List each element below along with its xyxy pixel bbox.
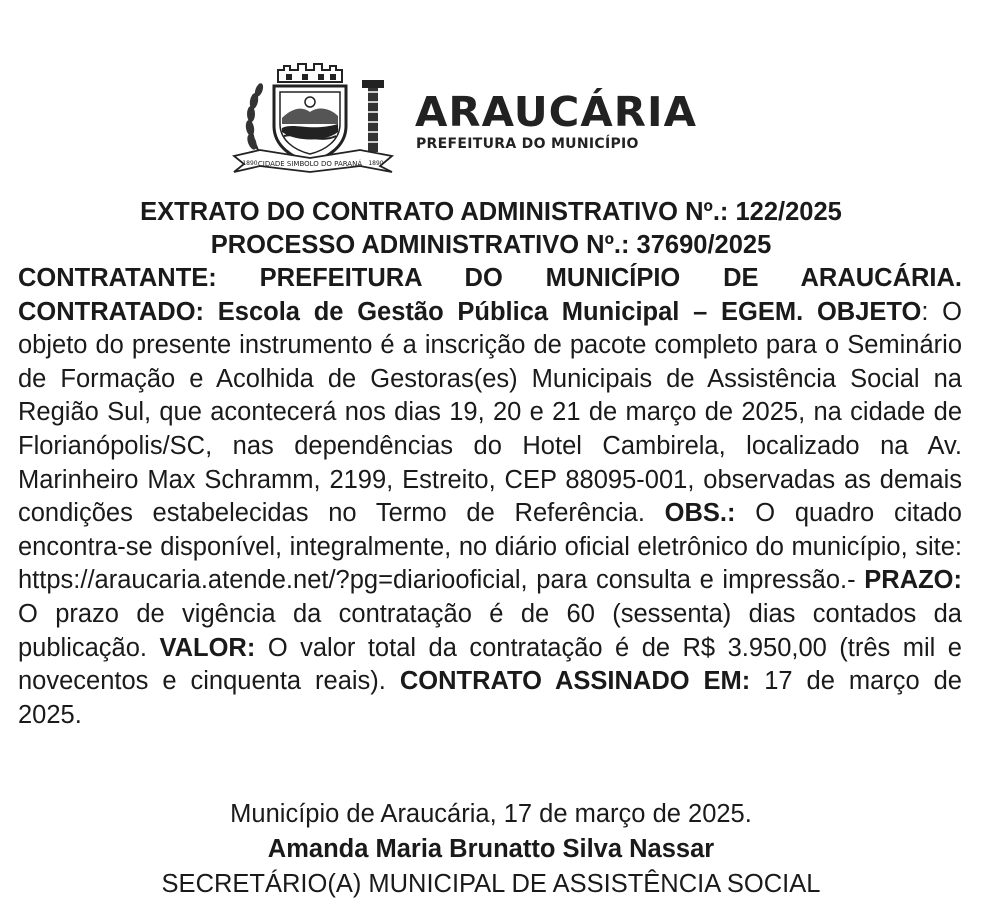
obs-text: O quadro citado encontra-se disponível, integralmente, no diário oficial eletrônico do município, site: https://araucaria.atende.net/?pg=diariooficial, para consulta e impressão. [18, 499, 962, 595]
crest-year-left: 1890 [242, 160, 258, 167]
process-title: PROCESSO ADMINISTRATIVO Nº.: 37690/2025 [210, 231, 772, 259]
prazo-label: PRAZO: [864, 566, 963, 595]
brand-name: ARAUCÁRIA [415, 88, 697, 136]
assinado-label: CONTRATO ASSINADO EM: [399, 667, 751, 696]
araucaria-coat-of-arms-logo [230, 62, 398, 174]
prazo-text: O prazo de vigência da contratação é de 60 (sessenta) dias contados da publicação. [18, 599, 962, 662]
header [230, 62, 760, 174]
contratado-value: Escola de Gestão Pública Municipal – EGEM. [217, 297, 804, 326]
objeto-text: O objeto do presente instrumento é a inscrição de pacote completo para o Seminário de Formação e Acolhida de Gestoras(es) Municipais de Assistência Social na Região Sul, que acontecerá nos dias 19, 20 e 21 de março de 2025, na cidade de Florianópolis/SC, nas dependências do Hotel Cambirela, localizado na Av. Marinheiro Max Schramm, 2199, Estreito, CEP 88095-001, observadas as demais condições estabelecidas no Termo de Referência. [18, 297, 962, 528]
assinado-text: 17 de março de 2025. [18, 667, 962, 729]
valor-label: VALOR: [159, 633, 256, 662]
obs-label: OBS.: [664, 499, 736, 528]
document-body: CONTRATANTE: PREFEITURA DO MUNICÍPIO DE ARAUCÁRIA. CONTRATADO: Escola de Gestão Pública Municipal – EGEM. OBJETO: O objeto do presente instrumento é a inscrição de pacote completo para o Seminário de Formação e Acolhida de Gestoras(es) Municipais de Assistência Social na Região Sul, que acontecerá nos dias 19, 20 e 21 de março de 2025, na cidade de Florianópolis/SC, nas dependências do Hotel Cambirela, localizado na Av. Marinheiro Max Schramm, 2199, Estreito, CEP 88095-001, observadas as demais condições estabelecidas no Termo de Referência. OBS.: O quadro citado encontra-se disponível, integralmente, no diário oficial eletrônico do município, site: https://araucaria.atende.net/?pg=diariooficial, para consulta e impressão.- PRAZO: O prazo de vigência da contratação é de 60 (sessenta) dias contados da publicação. VALOR: O valor total da contratação é de R$ 3.950,00 (três mil e novecentos e cinquenta reais). CONTRATO ASSINADO EM: 17 de março de 2025. [18, 264, 963, 729]
crest-motto: CIDADE SIMBOLO DO PARANÁ [257, 160, 363, 168]
document-titles [0, 196, 982, 262]
contract-title: EXTRATO DO CONTRATO ADMINISTRATIVO Nº.: 122/2025 [140, 198, 842, 226]
signature-block [0, 797, 982, 902]
valor-text: O valor total da contratação é de R$ 3.950,00 (três mil e novecentos e cinquenta reais). [18, 633, 962, 696]
signatory-name: Amanda Maria Brunatto Silva Nassar [267, 835, 715, 863]
place-date: Município de Araucária, 17 de março de 2025. [230, 800, 752, 828]
contratante-label: CONTRATANTE: [18, 264, 217, 292]
signatory-role: SECRETÁRIO(A) MUNICIPAL DE ASSISTÊNCIA SOCIAL [161, 870, 821, 898]
contratante-value: PREFEITURA DO MUNICÍPIO DE ARAUCÁRIA. [259, 264, 962, 292]
contratado-label: CONTRATADO: [18, 297, 205, 326]
crest-year-right: 1890 [368, 160, 384, 167]
objeto-label: OBJETO [816, 297, 922, 326]
brand-subtitle: PREFEITURA DO MUNICÍPIO [416, 136, 639, 152]
